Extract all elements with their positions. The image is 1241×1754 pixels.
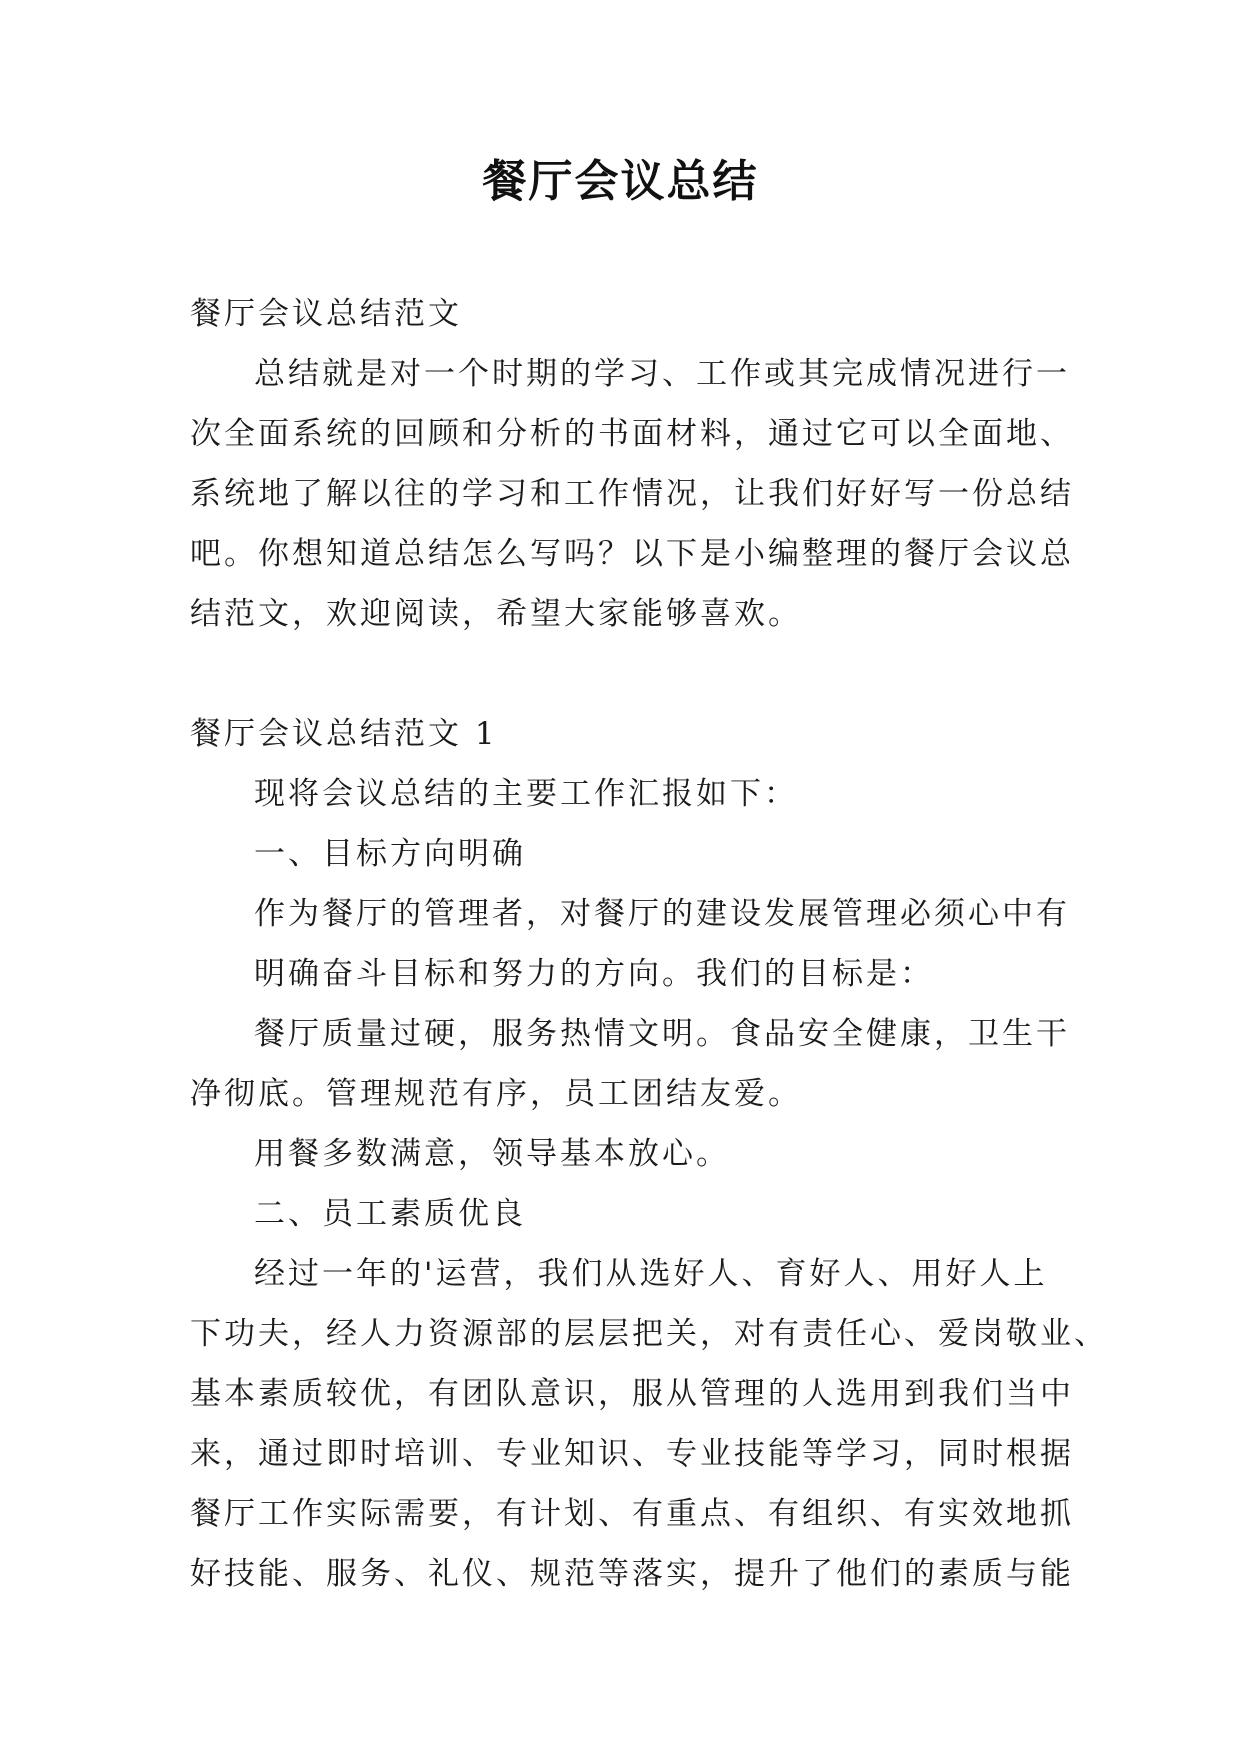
text-line: 好技能、服务、礼仪、规范等落实，提升了他们的素质与能 [190, 1556, 1074, 1592]
text-line: 吧。你想知道总结怎么写吗？以下是小编整理的餐厅会议总 [190, 536, 1074, 572]
text-line: 二、员工素质优良 [254, 1196, 526, 1232]
text-line: 系统地了解以往的学习和工作情况，让我们好好写一份总结 [190, 476, 1074, 512]
text-line: 总结就是对一个时期的学习、工作或其完成情况进行一 [254, 356, 1070, 392]
text-line: 来，通过即时培训、专业知识、专业技能等学习，同时根据 [190, 1436, 1074, 1472]
document-body [190, 284, 1108, 1604]
text-line: 用餐多数满意，领导基本放心。 [254, 1136, 730, 1172]
paragraph-gap [190, 644, 1070, 704]
text-line: 餐厅质量过硬，服务热情文明。食品安全健康，卫生干 [254, 1016, 1070, 1052]
text-line: 一、目标方向明确 [254, 836, 526, 872]
text-line: 经过一年的'运营，我们从选好人、育好人、用好人上 [254, 1256, 1048, 1292]
text-line: 次全面系统的回顾和分析的书面材料，通过它可以全面地、 [190, 416, 1074, 452]
text-line: 下功夫，经人力资源部的层层把关，对有责任心、爱岗敬业、 [190, 1316, 1108, 1352]
text-line: 现将会议总结的主要工作汇报如下： [254, 776, 798, 812]
text-line: 基本素质较优，有团队意识，服从管理的人选用到我们当中 [190, 1376, 1074, 1412]
document-title: 餐厅会议总结 [482, 156, 759, 207]
text-line: 餐厅工作实际需要，有计划、有重点、有组织、有实效地抓 [190, 1496, 1074, 1532]
text-line: 作为餐厅的管理者，对餐厅的建设发展管理必须心中有 [254, 896, 1070, 932]
text-line: 明确奋斗目标和努力的方向。我们的目标是： [254, 956, 934, 992]
text-line: 净彻底。管理规范有序，员工团结友爱。 [190, 1076, 802, 1112]
text-line: 餐厅会议总结范文 [190, 296, 462, 332]
text-line: 餐厅会议总结范文 1 [190, 716, 498, 752]
text-line: 结范文，欢迎阅读，希望大家能够喜欢。 [190, 596, 802, 632]
